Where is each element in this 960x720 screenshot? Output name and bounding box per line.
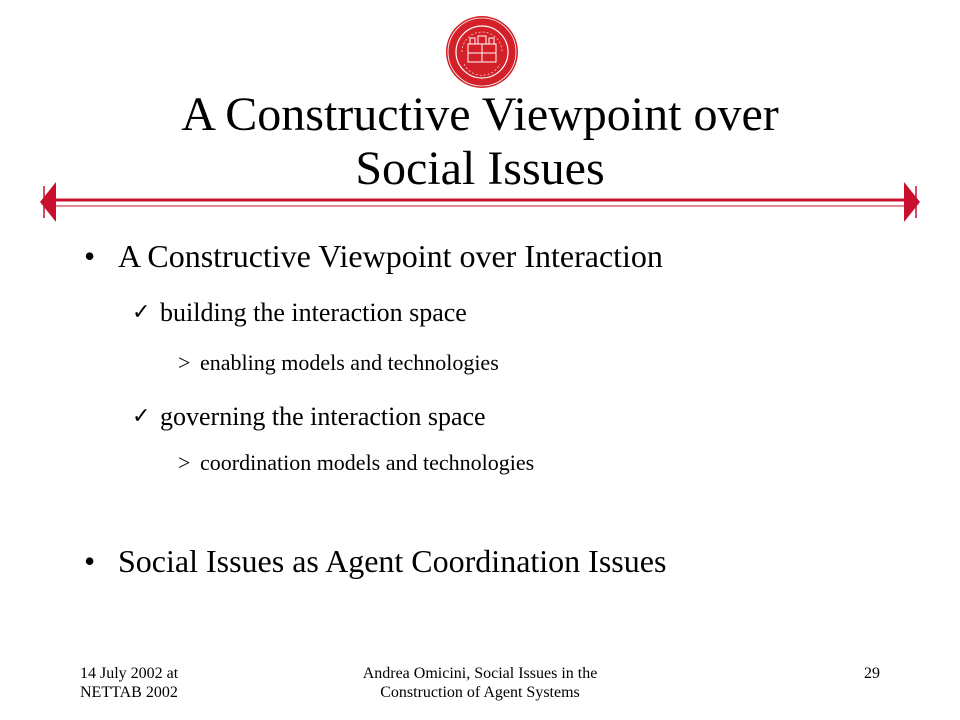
footer-center-line2: Construction of Agent Systems bbox=[380, 684, 580, 702]
sub-sub-bullet-text: enabling models and technologies bbox=[200, 350, 499, 375]
bullet-text: Social Issues as Agent Coordination Issues bbox=[118, 543, 667, 579]
chevron-right-icon: > bbox=[178, 350, 191, 375]
slide-number: 29 bbox=[864, 665, 880, 682]
bullet-marker: • bbox=[84, 543, 96, 579]
sub-sub-bullet-text: coordination models and technologies bbox=[200, 450, 535, 475]
slide-title-line2: Social Issues bbox=[355, 141, 605, 195]
footer-date bbox=[80, 664, 240, 702]
check-icon: ✓ bbox=[132, 300, 151, 325]
sub-bullet-text: building the interaction space bbox=[160, 298, 467, 327]
footer-date-line1: 14 July 2002 at bbox=[80, 665, 179, 682]
bullet-marker: • bbox=[84, 238, 96, 274]
chevron-right-icon: > bbox=[178, 450, 191, 475]
slide-title-line1: A Constructive Viewpoint over bbox=[181, 88, 779, 141]
bullet-text: A Constructive Viewpoint over Interaction bbox=[118, 238, 663, 274]
check-icon: ✓ bbox=[132, 404, 151, 429]
footer-date-line2: NETTAB 2002 bbox=[80, 684, 178, 702]
sub-bullet-text: governing the interaction space bbox=[160, 402, 486, 431]
footer-author-title bbox=[280, 664, 680, 702]
footer-center-line1: Andrea Omicini, Social Issues in the bbox=[362, 665, 598, 682]
